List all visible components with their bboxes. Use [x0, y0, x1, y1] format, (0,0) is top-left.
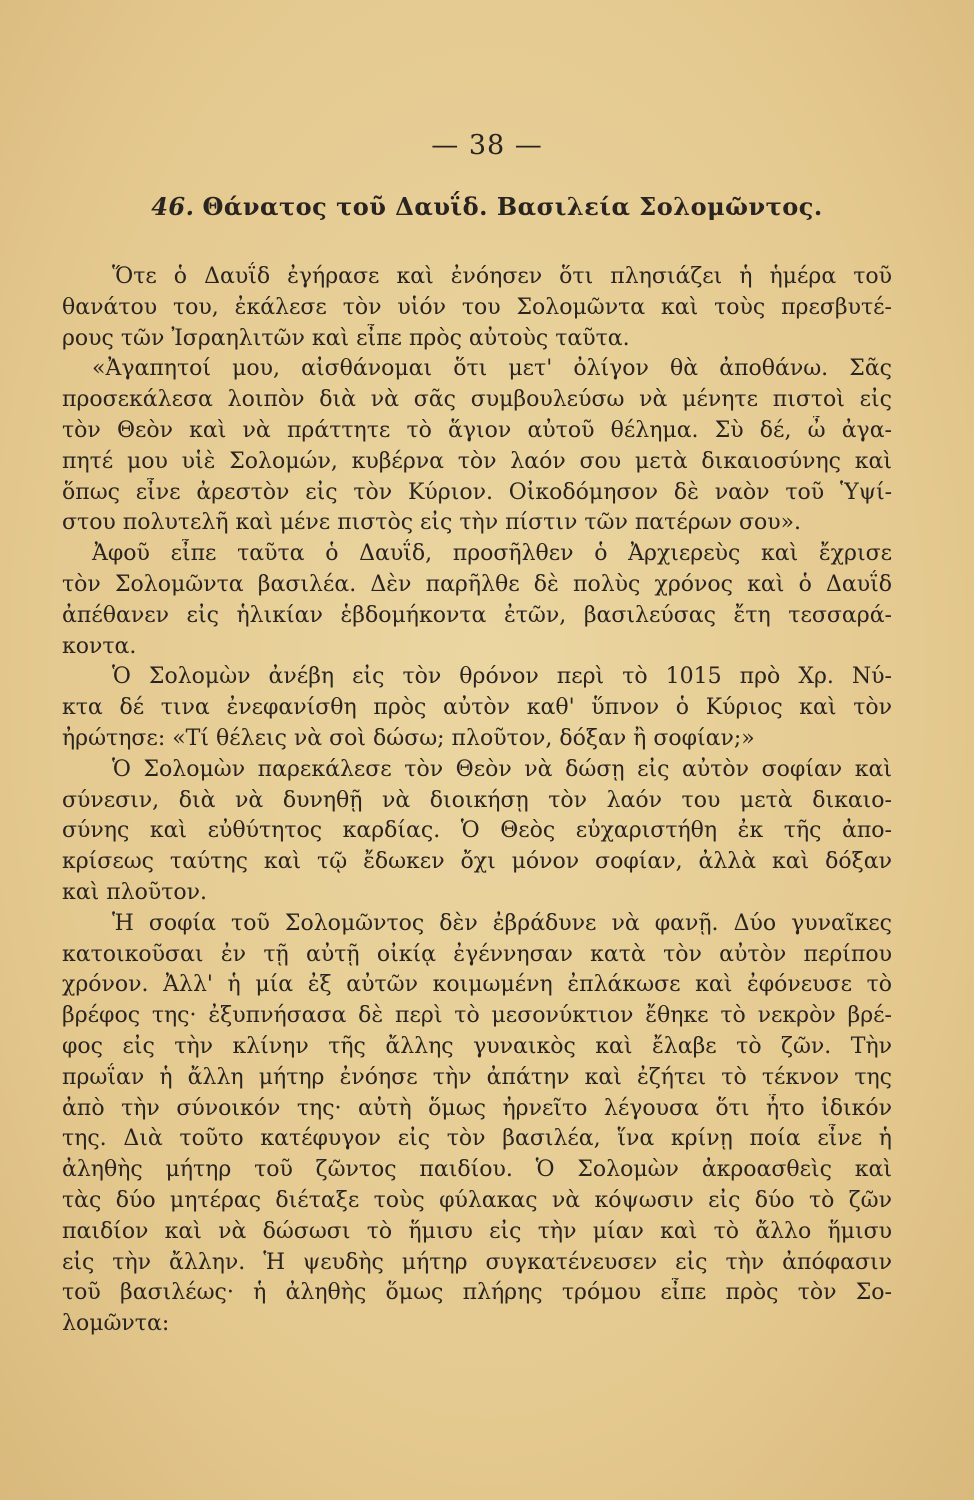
text-line: της. Διὰ τοῦτο κατέφυγον εἰς τὸν βασιλέα, ἵνα κρίνῃ ποία εἶνε ἡ: [62, 1126, 892, 1152]
text-line: θανάτου του, ἐκάλεσε τὸν υἱόν του Σολομῶντα καὶ τοὺς πρεσβυτέ-: [62, 294, 892, 320]
text-line: ρους τῶν Ἰσραηλιτῶν καὶ εἶπε πρὸς αὐτοὺς ταῦτα.: [62, 325, 630, 351]
section-title: Θάνατος τοῦ Δαυΐδ. Βασιλεία Σολομῶντος.: [202, 192, 823, 221]
text-line: ἀπὸ τὴν σύνοικόν της· αὐτὴ ὅμως ἠρνεῖτο λέγουσα ὅτι ἦτο ἰδικόν: [62, 1095, 892, 1121]
body-text: [62, 262, 892, 1371]
text-line: σύνεσιν, διὰ νὰ δυνηθῇ νὰ διοικήσῃ τὸν λαόν του μετὰ δικαιο-: [62, 787, 892, 813]
text-line: ἠρώτησε: «Τί θέλεις νὰ σοὶ δώσω; πλοῦτον, δόξαν ἢ σοφίαν;»: [62, 725, 755, 751]
text-line: Ἡ σοφία τοῦ Σολομῶντος δὲν ἐβράδυνε νὰ φανῇ. Δύο γυναῖκες: [112, 910, 892, 936]
text-line: σύνης καὶ εὐθύτητος καρδίας. Ὁ Θεὸς εὐχαριστήθη ἐκ τῆς ἀπο-: [62, 818, 892, 844]
text-line: φος εἰς τὴν κλίνην τῆς ἄλλης γυναικὸς καὶ ἔλαβε τὸ ζῶν. Τὴν: [62, 1033, 892, 1059]
text-line: παιδίον καὶ νὰ δώσωσι τὸ ἥμισυ εἰς τὴν μίαν καὶ τὸ ἄλλο ἥμισυ: [62, 1218, 892, 1244]
text-line: καὶ πλοῦτον.: [62, 879, 208, 905]
text-line: κτα δέ τινα ἐνεφανίσθη πρὸς αὐτὸν καθ' ὕπνον ὁ Κύριος καὶ τὸν: [62, 695, 892, 721]
text-line: κατοικοῦσαι ἐν τῇ αὐτῇ οἰκίᾳ ἐγέννησαν κατὰ τὸν αὐτὸν περίπου: [62, 941, 892, 967]
text-line: Ὁ Σολομὼν ἀνέβη εἰς τὸν θρόνον περὶ τὸ 1015 πρὸ Χρ. Νύ-: [112, 664, 892, 690]
text-line: προσεκάλεσα λοιπὸν διὰ νὰ σᾶς συμβουλεύσω νὰ μένητε πιστοὶ εἰς: [62, 387, 892, 413]
text-line: κρίσεως ταύτης καὶ τῷ ἔδωκεν ὄχι μόνον σοφίαν, ἀλλὰ καὶ δόξαν: [62, 849, 892, 875]
text-line: Ὅτε ὁ Δαυΐδ ἐγήρασε καὶ ἐνόησεν ὅτι πλησιάζει ἡ ἡμέρα τοῦ: [112, 264, 892, 289]
section-number: 46.: [151, 192, 195, 221]
text-line: «Ἀγαπητοί μου, αἰσθάνομαι ὅτι μετ' ὀλίγον θὰ ἀποθάνω. Σᾶς: [92, 356, 892, 382]
text-line: τὰς δύο μητέρας διέταξε τοὺς φύλακας νὰ κόψωσιν εἰς δύο τὸ ζῶν: [62, 1187, 892, 1213]
text-line: [62, 1340, 892, 1371]
text-line: Ὁ Σολομὼν παρεκάλεσε τὸν Θεὸν νὰ δώσῃ εἰς αὐτὸν σοφίαν καὶ: [112, 756, 892, 782]
text-line: τὸν Θεὸν καὶ νὰ πράττητε τὸ ἅγιον αὐτοῦ θέλημα. Σὺ δέ, ὦ ἀγα-: [62, 417, 892, 443]
text-line: στου πολυτελῆ καὶ μένε πιστὸς εἰς τὴν πίστιν τῶν πατέρων σου».: [62, 510, 802, 536]
text-line: Ἀφοῦ εἶπε ταῦτα ὁ Δαυΐδ, προσῆλθεν ὁ Ἀρχιερεὺς καὶ ἔχρισε: [92, 541, 892, 567]
section-heading: [0, 192, 974, 221]
page-number: — 38 —: [431, 130, 543, 161]
text-line: ἀληθὴς μήτηρ τοῦ ζῶντος παιδίου. Ὁ Σολομὼν ἀκροασθεὶς καὶ: [62, 1157, 892, 1183]
text-line: εἰς τὴν ἄλλην. Ἡ ψευδὴς μήτηρ συγκατένευσεν εἰς τὴν ἀπόφασιν: [62, 1249, 892, 1275]
text-line: πρωΐαν ἡ ἄλλη μήτηρ ἐνόησε τὴν ἀπάτην καὶ ἐζήτει τὸ τέκνον της: [62, 1064, 892, 1090]
text-line: τὸν Σολομῶντα βασιλέα. Δὲν παρῆλθε δὲ πολὺς χρόνος καὶ ὁ Δαυΐδ: [62, 571, 892, 597]
text-line: βρέφος της· ἐξυπνήσασα δὲ περὶ τὸ μεσονύκτιον ἔθηκε τὸ νεκρὸν βρέ-: [62, 1003, 892, 1029]
text-line: κοντα.: [62, 633, 137, 659]
text-line: χρόνον. Ἀλλ' ἡ μία ἐξ αὐτῶν κοιμωμένη ἐπλάκωσε καὶ ἐφόνευσε τὸ: [62, 972, 892, 998]
text-line: τοῦ βασιλέως· ἡ ἀληθὴς ὅμως πλήρης τρόμου εἶπε πρὸς τὸν Σο-: [62, 1280, 892, 1306]
text-line: ὅπως εἶνε ἀρεστὸν εἰς τὸν Κύριον. Οἰκοδόμησον δὲ ναὸν τοῦ Ὑψί-: [62, 479, 892, 505]
text-line: ἀπέθανεν εἰς ἡλικίαν ἑβδομήκοντα ἐτῶν, βασιλεύσας ἔτη τεσσαρά-: [62, 602, 892, 628]
text-line: λομῶντα:: [62, 1311, 170, 1337]
text-line: πητέ μου υἱὲ Σολομών, κυβέρνα τὸν λαόν σου μετὰ δικαιοσύνης καὶ: [62, 448, 892, 474]
